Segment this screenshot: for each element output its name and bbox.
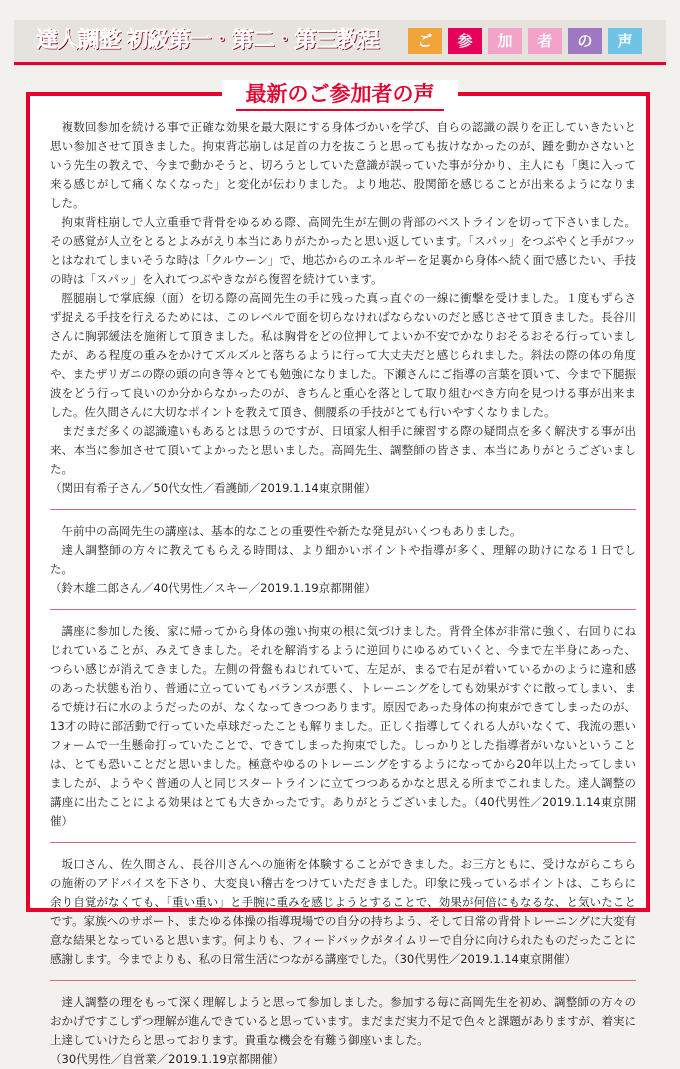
section-title: 最新のご参加者の声 xyxy=(222,80,458,108)
badge: 声 xyxy=(608,28,642,54)
testimonial-paragraph: 脛腿崩しで掌底線（面）を切る際の高岡先生の手に残った真っ直ぐの一線に衝撃を受けました。１度もずらさず捉える手技を行えるためには、このレベルで面を切らなければならないのだと感じさせて頂きました。長谷川さんに胸郭緩法を施術して頂きました。私は胸骨をどの位押してよいか不安でかなりおそるおそる行っていましたが、ある程度の重みをかけてズルズルと落ちるように行って大丈夫だと感じられました。斜法の際の体の角度や、またザリガニの際の頭の向き等々とても勉強になりました。下瀬さんにご指導の言葉を頂いて、今まで下腿振波をどう行って良いのか分からなかったのが、きちんと重心を落として取り組むべき方向を見つける事が出来ました。佐久間さんに大切なポイントを教えて頂き、側腰系の手技がとても行いやすくなりました。 xyxy=(50,291,636,419)
testimonial xyxy=(50,622,636,831)
divider xyxy=(50,842,636,843)
testimonial-paragraph: 複数回参加を続ける事で正確な効果を最大限にする身体づかいを学び、自らの認識の誤りを正していきたいと思い参加させて頂きました。拘束背芯崩しは足首の力を抜こうと思っても抜けなかったのが、踵を動かさないという先生の教えで、今まで動かそうと、切ろうとしていた意識が誤っていた事が分かり、主人にも「奥に入って来る感じがして痛くなくなった」と変化が伝わりました。より地芯、股関節を感じることが出来るようになりました。 xyxy=(50,120,636,210)
testimonial xyxy=(50,993,636,1069)
badge: の xyxy=(568,28,602,54)
badge: 加 xyxy=(488,28,522,54)
testimonial xyxy=(50,855,636,969)
voice-badges xyxy=(408,28,642,54)
testimonial xyxy=(50,522,636,598)
badge: ご xyxy=(408,28,442,54)
divider xyxy=(50,609,636,610)
testimonial-signature: （鈴木雄二郎さん／40代男性／スキー／2019.1.19京都開催） xyxy=(50,581,377,595)
divider xyxy=(50,509,636,510)
badge: 者 xyxy=(528,28,562,54)
badge: 参 xyxy=(448,28,482,54)
section-title-underline xyxy=(236,109,444,111)
testimonial xyxy=(50,118,636,498)
testimonial-paragraph: 講座に参加した後、家に帰ってから身体の強い拘束の根に気づけました。背骨全体が非常に強く、右回りにねじれていることが、みえてきました。それを解消するように逆回りにゆるめていくと、今まで左半身にあった、つらい感じが消えてきました。左側の骨盤もねじれていて、左足が、まるで右足が着いているかのように違和感のあった状態も治り、普通に立っていてもバランスが悪く、トレーニングをしても効果がすぐに散ってしまい、まるで焼け石に水のようだったのが、なくなってきつつあります。原因であった身体の拘束ができてしまったのが、13才の時に部活動で行っていた卓球だったことも解りました。正しく指導してくれる人がいなくて、我流の悪いフォームで一生懸命打っていたことで、できてしまった拘束でした。しっかりとした指導者がいないということは、とても恐いことだと思いました。極意やゆるのトレーニングをするようになってから20年以上たってしまいましたが、ようやく普通の人と同じスタートラインに立てつつあるかなと思える所までこれました。達人調整の講座に出たことによる効果はとても大きかったです。ありがとうございました。（40代男性／2019.1.14東京開催） xyxy=(50,624,636,828)
header-underline xyxy=(14,62,666,65)
testimonials-list xyxy=(50,118,636,1069)
divider xyxy=(50,980,636,981)
testimonial-paragraph: まだまだ多くの認識違いもあるとは思うのですが、日頃家人相手に練習する際の疑問点を多く解決する事が出来、本当に参加させて頂いてよかったと思いました。高岡先生、調整師の皆さま、本当にありがとうございました。 xyxy=(50,424,636,476)
testimonial-paragraph: 達人調整師の方々に教えてもらえる時間は、より細かいポイントや指導が多く、理解の助けになる１日でした。 xyxy=(50,543,636,576)
testimonial-paragraph: 坂口さん、佐久間さん、長谷川さんへの施術を体験することができました。お三方ともに、受けながらこちらの施術のアドバイスを下さり、大変良い稽古をつけていただきました。印象に残っているポイントは、こちらに余り自覚がなくても、「重い重い」と手腕に重みを感じようとすることで、効果が何倍にもなるな、と気いたことです。家族へのサポート、またゆる体操の指導現場での自分の持ちよう、そして日常の背骨トレーニングに大変有意な結果となっていると思います。何よりも、フィードバックがタイムリーで自分に向けられたものだったことに感謝します。今までよりも、私の日常生活につながる講座でした。（30代男性／2019.1.14東京開催） xyxy=(50,857,636,966)
testimonial-paragraph: 午前中の高岡先生の講座は、基本的なことの重要性や新たな発見がいくつもありました。 xyxy=(61,524,522,538)
testimonial-signature: （30代男性／自営業／2019.1.19京都開催） xyxy=(50,1052,285,1066)
testimonial-paragraph: 拘束背柱崩しで人立重垂で背骨をゆるめる際、高岡先生が左側の背部のベストラインを切って下さいました。その感覚が人立をとるとよみがえり本当にありがたかったと思い返しています。「スパッ」をつぶやくと手がフッとはなれてしまいそうな時は「クルウーン」で、地芯からのエネルギーを足裏から身体へ続く面で感じたい、手技の時は「スパッ」を入れてつぶやきながら復習を続けています。 xyxy=(50,215,636,286)
page-title: 達人調整 初級第一・第二・第三教程 xyxy=(36,28,379,53)
testimonial-paragraph: 達人調整の理をもって深く理解しようと思って参加しました。参加する毎に高岡先生を初め、調整師の方々のおかげですこしずつ理解が進んできていると思っています。まだまだ実力不足で色々と課題がありますが、着実に上達していけたらと思っております。貴重な機会を有難う御座いました。 xyxy=(50,995,636,1047)
testimonial-signature: （関田有希子さん／50代女性／看護師／2019.1.14東京開催） xyxy=(50,481,377,495)
